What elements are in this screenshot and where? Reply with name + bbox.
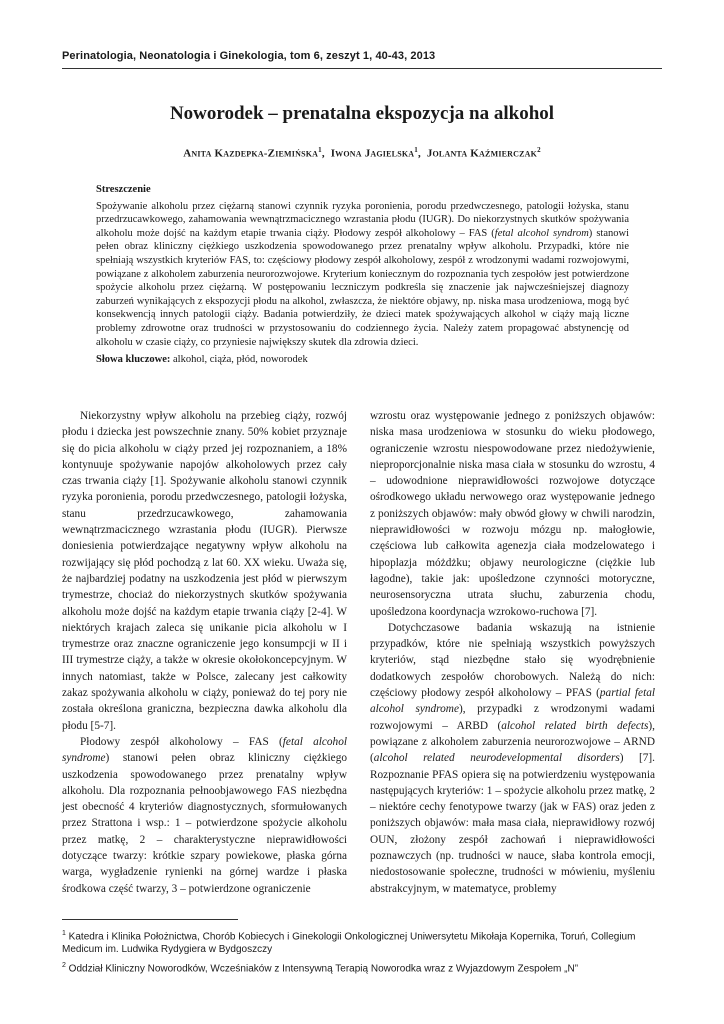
author-name: Anita Kazdepka-Ziemińska: [183, 147, 319, 160]
footnotes: [62, 927, 662, 979]
body-paragraph: Dotychczasowe badania wskazują na istnienie przypadków, które nie spełniają wszystkich powyższych kryteriów, stąd niezbędne stało się wyodrębnienie dodatkowych zespołów chorobowych. Należą do nich: częściowy płodowy zespół alkoholowy – PFAS (partial fetal alcohol syndrome), przypadki z wrodzonymi wadami rozwojowymi – ARBD (alcohol related birth defects), powiązane z alkoholem zaburzenia neurorozwojowe – ARND (alcohol related neurodevelopmental disorders) [7]. Rozpoznanie PFAS opiera się na potwierdzeniu występowania następujących kryteriów: 1 – spożycie alkoholu przez matkę, 2 – niektóre cechy fenotypowe twarzy (jak w FAS) oraz jeden z poniższych objawów: mała masa ciała, nieprawidłowy rozwój OUN, złożony zespół zachowań i nieprawidłowości poznawczych (np. trudności w nauce, słaba kontrola emocji, niedostosowanie społeczne, trudności w mówieniu, myśleniu abstrakcyjnym, w matematyce, problemy: [370, 621, 655, 895]
abstract-heading: Streszczenie: [96, 184, 151, 195]
body-column-right: [370, 408, 655, 897]
body-paragraph: Płodowy zespół alkoholowy – FAS (fetal alcohol syndrome) stanowi pełen obraz kliniczny ciężkiego uszkodzenia spowodowanego przez prenatalny wpływ alkoholu. Dla rozpoznania pełnoobjawowego FAS niezbędna jest obecność 4 kryteriów diagnostycznych, sformułowanych przez Strattona i wsp.: 1 – potwierdzone spożycie alkoholu przez matkę, 2 – charakterystyczne nieprawidłowości dotyczące twarzy: krótkie szpary powiekowe, płaska górna warga, wygładzenie rynienki na górnej wardze i płaska środkowa część twarzy, 3 – potwierdzone ograniczenie: [62, 735, 347, 895]
author-name: Jolanta Kaźmierczak: [426, 147, 538, 160]
abstract-text: Spożywanie alkoholu przez ciężarną stanowi czynnik ryzyka poronienia, porodu przedwczesnego, patologii łożyska, stanu przedrzucawkowego, zahamowania wewnątrzmacicznego wzrastania płodu (IUGR). Do niekorzystnych skutków spożywania alkoholu może dojść na każdym etapie trwania ciąży. Płodowy zespół alkoholowy – FAS (fetal alcohol syndrom) stanowi pełen obraz kliniczny ciężkiego uszkodzenia spowodowanego przez prenatalny wpływ alkoholu. Przypadki, które nie spełniają wszystkich kryteriów FAS, to: częściowy płodowy zespół alkoholowy, zespół z wrodzonymi wadami rozwojowymi, powiązane z alkoholem zaburzenia neurorozwojowe. Kryterium koniecznym do rozpoznania tych zespołów jest potwierdzone spożycie alkoholu przez ciężarną. W postępowaniu leczniczym podkreśla się znaczenie jak najwcześniejszej diagnozy zaburzeń wynikających z ekspozycji płodu na alkohol, zwłaszcza, że niektóre objawy, np. niska masa urodzeniowa, mogą być konsekwencją innych patologii ciąży. Badania potwierdziły, że dzieci matek spożywających alkohol w ciąży mają liczne problemy zdrowotne oraz trudności w przystosowaniu do codziennego życia. Należy zatem propagować abstynencję od alkoholu w czasie ciąży, co przyniesie największy skutek dla zdrowia dzieci.: [96, 200, 629, 348]
keywords: [96, 353, 629, 367]
abstract: [96, 183, 629, 367]
body-paragraph: Niekorzystny wpływ alkoholu na przebieg ciąży, rozwój płodu i dziecka jest powszechnie znany. 50% kobiet przyznaje się do picia alkoholu w ciąży przed jej rozpoznaniem, a 18% kontynuuje spożywanie napojów alkoholowych przez cały czas trwania ciąży [1]. Spożywanie alkoholu stanowi czynnik ryzyka poronienia, porodu przedwczesnego, patologii łożyska, stanu przedrzucawkowego, zahamowania wewnątrzmacicznego wzrastania płodu (IUGR). Pierwsze doniesienia potwierdzające negatywny wpływ alkoholu na rozwijający się płód pochodzą z lat 60. XX wieku. Uważa się, że najbardziej podatny na uszkodzenia jest płód w pierwszym trymestrze, chociaż do niekorzystnych skutków spożywania alkoholu może dojść na każdym etapie trwania ciąży [2-4]. W niektórych krajach zaleca się unikanie picia alkoholu w I trymestrze oraz znaczne ograniczenie jego konsumpcji w II i III trymestrze ciąży, a także w okresie okołokoncepcyjnym. W innych natomiast, także w Polsce, zalecany jest całkowity zakaz spożywania alkoholu w ciąży, ponieważ do tej pory nie została określona graniczna, bezpieczna dawka alkoholu dla płodu [5-7].: [62, 410, 347, 732]
keywords-list: alkohol, ciąża, płód, noworodek: [170, 354, 308, 366]
author-name: Iwona Jagielska: [330, 147, 415, 160]
body-paragraph: wzrostu oraz występowanie jednego z poniższych objawów: niska masa urodzeniowa w stosunku do wieku płodowego, ograniczenie wzrostu niespowodowane przez niedożywienie, nieproporcjonalnie niska masa ciała w stosunku do wzrostu, 4 – udowodnione nieprawidłowości rozwojowe dotyczące ośrodkowego układu nerwowego oraz występowanie jednego z poniższych objawów: mały obwód głowy w chwili narodzin, nieprawidłowości w rozwoju mózgu np. małogłowie, częściowa lub całkowita agenezja ciała modzelowatego i hipoplazja móżdżku; objawy neurologiczne (ciężkie lub łagodne), takie jak: upośledzone czynności motoryczne, neurosensoryczna utrata słuchu, zaburzenia chodu, upośledzona koordynacja wzrokowo-ruchowa [7].: [370, 410, 655, 618]
footnote-divider: [62, 919, 238, 920]
footnote: $^1$ Katedra i Klinika Położnictwa, Chorób Kobiecych i Ginekologii Onkologicznej Uniwersytetu Mikołaja Kopernika, Toruń, Collegium Medicum im. Ludwika Rydygiera w Bydgoszczy: [62, 930, 636, 956]
footnote: $^2$ Oddział Kliniczny Noworodków, Wcześniaków z Intensywną Terapią Noworodka wraz z Wyjazdowym Zespołem „N”: [62, 962, 579, 975]
affiliation-mark: 2: [537, 146, 541, 154]
keywords-label: Słowa kluczowe:: [96, 354, 171, 366]
body-column-left: [62, 408, 347, 897]
affiliation-mark: 1: [414, 146, 418, 154]
header-divider: [62, 68, 662, 69]
author-list: Anita Kazdepka-Ziemińska$^1$, Iwona Jagielska$^1$, Jolanta Kaźmierczak$^2$: [183, 146, 541, 160]
journal-header: Perinatologia, Neonatologia i Ginekologia, tom 6, zeszyt 1, 40-43, 2013: [62, 50, 436, 62]
affiliation-mark: 1: [318, 146, 322, 154]
article-title: Noworodek – prenatalna ekspozycja na alkohol: [169, 103, 555, 124]
